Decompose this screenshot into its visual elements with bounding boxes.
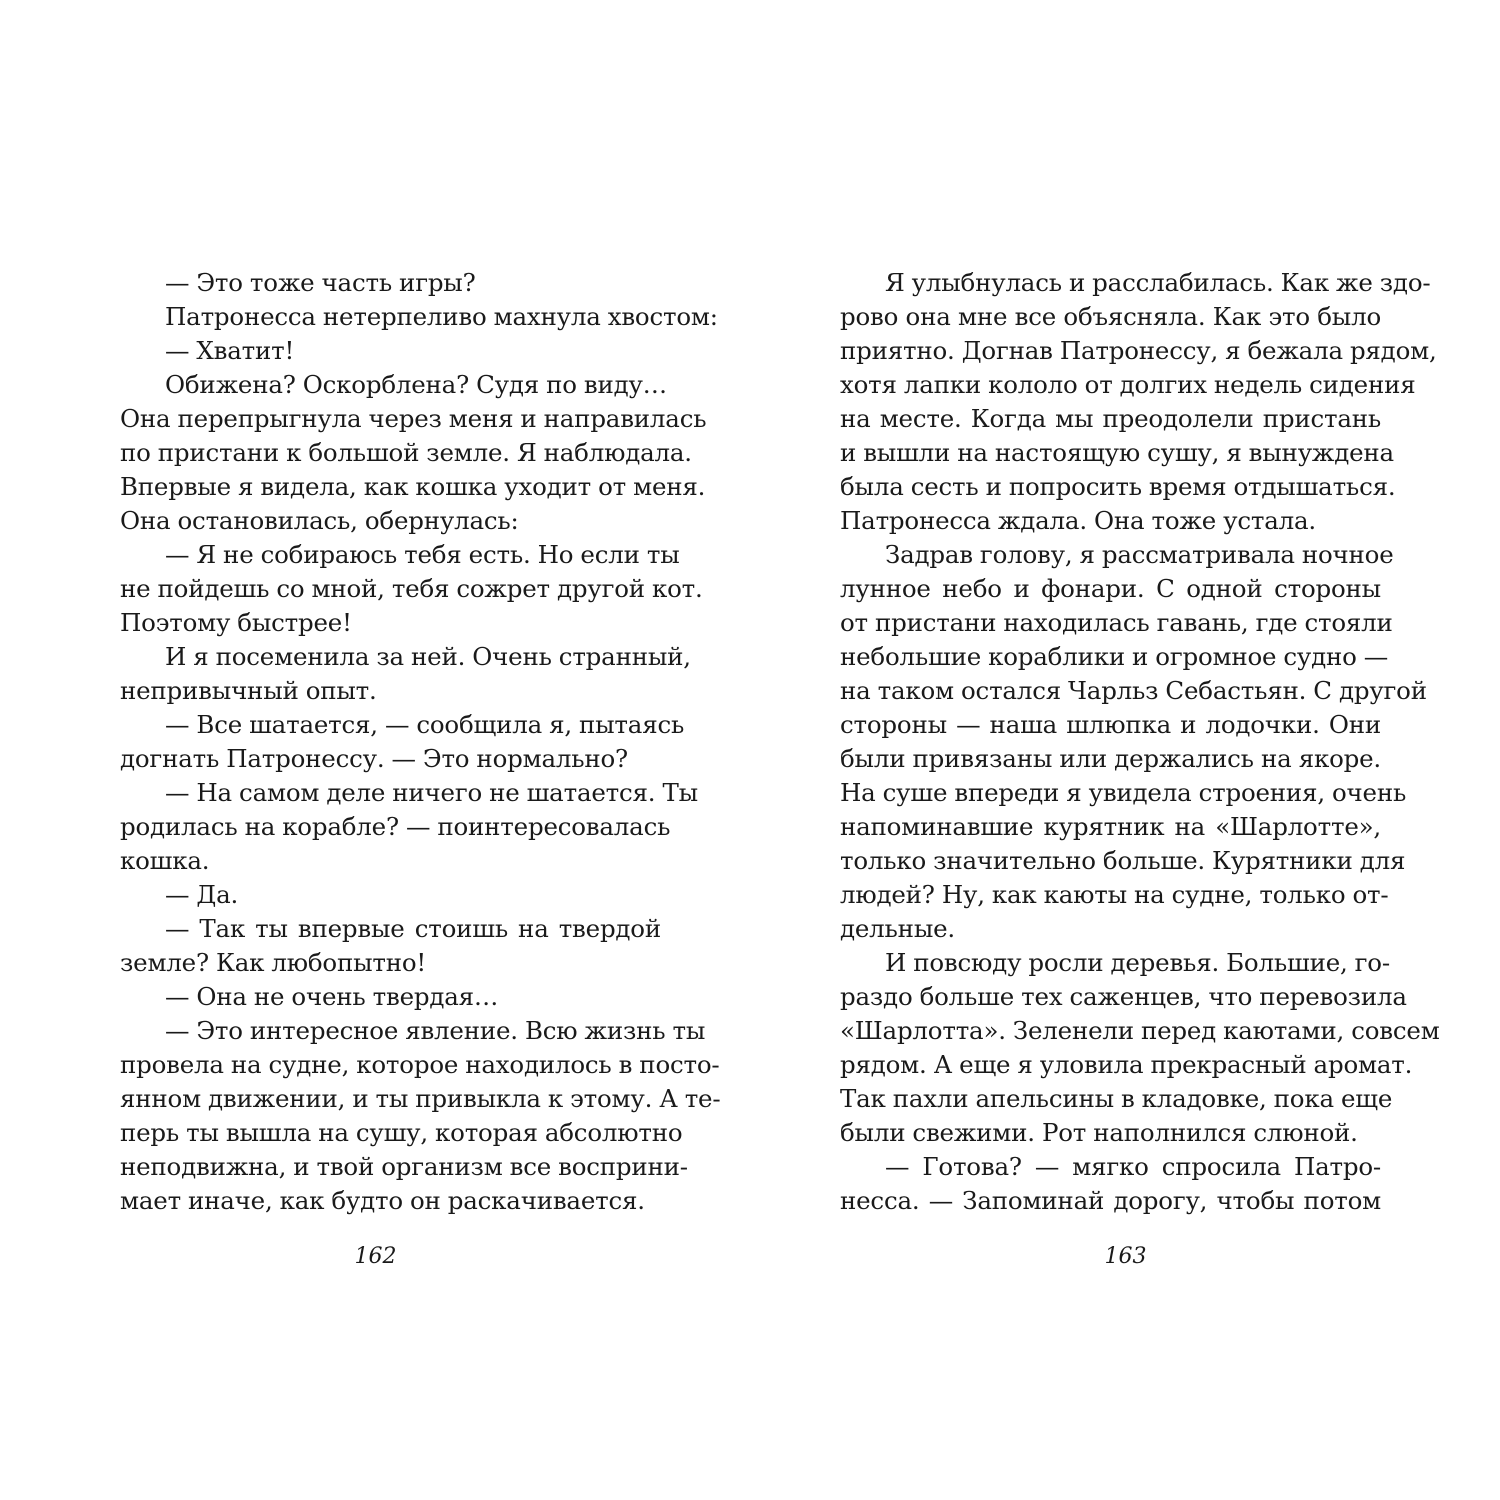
text-line: небольшие кораблики и огромное судно — xyxy=(840,642,1389,671)
text-line: Она остановилась, обернулась: xyxy=(120,506,519,535)
text-line: На суше впереди я увидела строения, очень xyxy=(840,778,1407,807)
right-page-number: 163 xyxy=(1104,1244,1147,1269)
text-line: только значительно больше. Курятники для xyxy=(840,846,1406,875)
left-page-number: 162 xyxy=(354,1244,397,1269)
text-line: «Шарлотта». Зеленели перед каютами, совсем xyxy=(840,1016,1440,1045)
text-line: рядом. А еще я уловила прекрасный аромат. xyxy=(840,1050,1413,1079)
text-line: И повсюду росли деревья. Большие, го- xyxy=(885,948,1390,977)
left-page-text xyxy=(120,266,721,1218)
text-line: земле? Как любопытно! xyxy=(120,948,427,977)
text-line: на таком остался Чарльз Себастьян. С другой xyxy=(840,676,1427,705)
text-line: янном движении, и ты привыкла к этому. А те- xyxy=(120,1084,721,1113)
text-line: — Она не очень твердая… xyxy=(165,982,499,1011)
text-line: — Готова? — мягко спросила Патро- xyxy=(885,1152,1381,1181)
text-line: и вышли на настоящую сушу, я вынуждена xyxy=(840,438,1394,467)
text-line: — Это интересное явление. Всю жизнь ты xyxy=(165,1016,706,1045)
text-line: кошка. xyxy=(120,846,210,875)
text-line: — Хватит! xyxy=(165,336,295,365)
text-line: Так пахли апельсины в кладовке, пока еще xyxy=(840,1084,1393,1113)
text-line: Я улыбнулась и расслабилась. Как же здо- xyxy=(885,268,1431,297)
text-line: лунное небо и фонари. С одной стороны xyxy=(840,574,1381,603)
text-line: И я посеменила за ней. Очень странный, xyxy=(165,642,691,671)
text-line: мает иначе, как будто он раскачивается. xyxy=(120,1186,645,1215)
text-line: Патронесса ждала. Она тоже устала. xyxy=(840,506,1316,535)
text-line: Обижена? Оскорблена? Судя по виду… xyxy=(165,370,667,399)
text-line: напоминавшие курятник на «Шарлотте», xyxy=(840,812,1381,841)
text-line: не пойдешь со мной, тебя сожрет другой кот. xyxy=(120,574,703,603)
text-line: несса. — Запоминай дорогу, чтобы потом xyxy=(840,1186,1381,1215)
text-line: Патронесса нетерпеливо махнула хвостом: xyxy=(165,302,718,331)
text-line: на месте. Когда мы преодолели пристань xyxy=(840,404,1381,433)
text-line: Поэтому быстрее! xyxy=(120,608,352,637)
text-line: по пристани к большой земле. Я наблюдала. xyxy=(120,438,692,467)
text-line: хотя лапки кололо от долгих недель сидения xyxy=(840,370,1416,399)
right-page-text xyxy=(840,266,1440,1218)
text-line: стороны — наша шлюпка и лодочки. Они xyxy=(840,710,1381,739)
text-line: — На самом деле ничего не шатается. Ты xyxy=(165,778,698,807)
text-line: от пристани находилась гавань, где стояли xyxy=(840,608,1393,637)
text-line: — Все шатается, — сообщила я, пытаясь xyxy=(165,710,685,739)
text-line: неподвижна, и твой организм все восприни- xyxy=(120,1152,688,1181)
text-line: были свежими. Рот наполнился слюной. xyxy=(840,1118,1358,1147)
text-line: — Так ты впервые стоишь на твердой xyxy=(165,914,661,943)
text-line: людей? Ну, как каюты на судне, только от- xyxy=(840,880,1389,909)
text-line: — Я не собираюсь тебя есть. Но если ты xyxy=(165,540,680,569)
text-line: рово она мне все объясняла. Как это было xyxy=(840,302,1381,331)
text-line: были привязаны или держались на якоре. xyxy=(840,744,1381,773)
text-line: перь ты вышла на сушу, которая абсолютно xyxy=(120,1118,683,1147)
text-line: родилась на корабле? — поинтересовалась xyxy=(120,812,671,841)
text-line: — Это тоже часть игры? xyxy=(165,268,476,297)
text-line: приятно. Догнав Патронессу, я бежала рядом, xyxy=(840,336,1437,365)
text-line: была сесть и попросить время отдышаться. xyxy=(840,472,1396,501)
text-line: провела на судне, которое находилось в посто- xyxy=(120,1050,720,1079)
text-line: Задрав голову, я рассматривала ночное xyxy=(885,540,1394,569)
text-line: Впервые я видела, как кошка уходит от меня. xyxy=(120,472,706,501)
text-line: непривычный опыт. xyxy=(120,676,377,705)
text-line: дельные. xyxy=(840,914,956,943)
text-line: догнать Патронессу. — Это нормально? xyxy=(120,744,628,773)
text-line: раздо больше тех саженцев, что перевозила xyxy=(840,982,1407,1011)
text-line: — Да. xyxy=(165,880,239,909)
text-line: Она перепрыгнула через меня и направилась xyxy=(120,404,707,433)
